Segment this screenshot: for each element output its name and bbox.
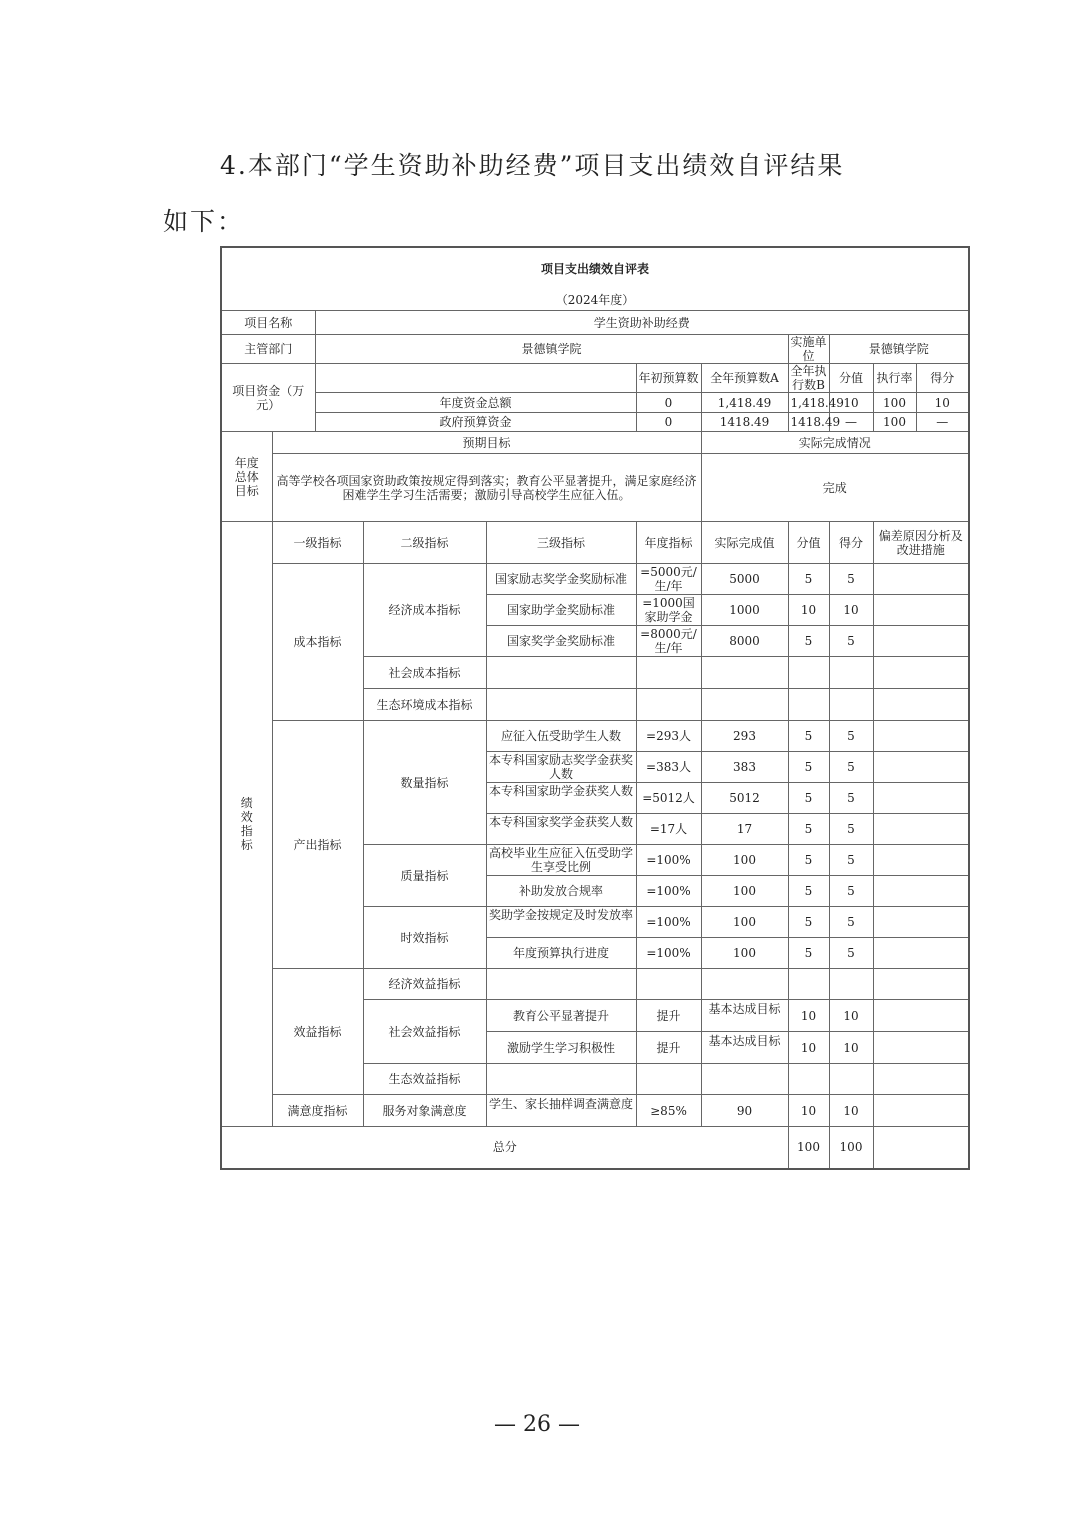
score: 5: [829, 845, 873, 876]
score: 5: [829, 783, 873, 814]
actual-value: 383: [701, 752, 788, 783]
header-actual: 实际完成值: [701, 522, 788, 564]
level3-name: 国家奖学金奖励标准: [486, 626, 636, 657]
actual-result-label: 实际完成情况: [701, 432, 969, 454]
level2-economic-cost: 经济成本指标: [363, 564, 486, 657]
actual-value: 17: [701, 814, 788, 845]
funds-row-gov-score: —: [916, 413, 969, 432]
level3-name: 教育公平显著提升: [486, 1000, 636, 1032]
level2-quality: 质量指标: [363, 845, 486, 907]
project-name-label: 项目名称: [221, 311, 315, 335]
score: 5: [829, 564, 873, 595]
level2-timeliness: 时效指标: [363, 907, 486, 969]
table-year: （2024年度）: [221, 290, 969, 311]
header-level1: 一级指标: [272, 522, 363, 564]
goal-label: 年度总体目标: [221, 432, 272, 522]
deviation-cell: [873, 1000, 969, 1032]
level2-quantity: 数量指标: [363, 721, 486, 845]
score-value: 10: [788, 1032, 829, 1064]
impl-value: 景德镇学院: [829, 335, 969, 364]
level3-name: 激励学生学习积极性: [486, 1032, 636, 1064]
score-value: 10: [788, 1095, 829, 1127]
header-level3: 三级指标: [486, 522, 636, 564]
score-value: 5: [788, 783, 829, 814]
target-value: =100%: [636, 845, 701, 876]
actual-value: 基本达成目标: [701, 1032, 788, 1064]
funds-row-gov-rate: 100: [873, 413, 916, 432]
level3-name: 奖助学金按规定及时发放率: [486, 907, 636, 938]
deviation-cell: [873, 1095, 969, 1127]
level1-benefit: 效益指标: [272, 969, 363, 1095]
deviation-cell: [873, 564, 969, 595]
funds-row-total-label: 年度资金总额: [315, 393, 636, 413]
funds-row-total-rate: 100: [873, 393, 916, 413]
level2-social-cost: 社会成本指标: [363, 657, 486, 689]
funds-row-total-initial: 0: [636, 393, 701, 413]
deviation-cell: [873, 721, 969, 752]
actual-value: 100: [701, 938, 788, 969]
target-value: 提升: [636, 1000, 701, 1032]
actual-value: 293: [701, 721, 788, 752]
score-value: 5: [788, 626, 829, 657]
actual-result: 完成: [701, 454, 969, 522]
target-value: =1000国家助学金: [636, 595, 701, 626]
deviation-cell: [873, 907, 969, 938]
actual-value: 5012: [701, 783, 788, 814]
target-value: =5000元/生/年: [636, 564, 701, 595]
actual-value: 8000: [701, 626, 788, 657]
intro-paragraph: [163, 138, 933, 250]
deviation-cell: [873, 876, 969, 907]
funds-header-score: 得分: [916, 364, 969, 393]
score: 10: [829, 1000, 873, 1032]
score-value: 10: [788, 595, 829, 626]
funds-row-gov-label: 政府预算资金: [315, 413, 636, 432]
funds-header-executed: 全年执行数B: [788, 364, 829, 393]
deviation-cell: [873, 595, 969, 626]
score: 5: [829, 626, 873, 657]
deviation-cell: [873, 626, 969, 657]
target-value: 提升: [636, 1032, 701, 1064]
score: 5: [829, 907, 873, 938]
score: 10: [829, 595, 873, 626]
funds-header-initial: 年初预算数: [636, 364, 701, 393]
score: 10: [829, 1095, 873, 1127]
page-number: — 26 —: [494, 1412, 580, 1437]
score-value: 5: [788, 845, 829, 876]
funds-header-score-value: 分值: [829, 364, 873, 393]
funds-header-rate: 执行率: [873, 364, 916, 393]
funds-row-total-budget: 1,418.49: [701, 393, 788, 413]
level3-name: 应征入伍受助学生人数: [486, 721, 636, 752]
target-value: ≥85%: [636, 1095, 701, 1127]
target-value: =383人: [636, 752, 701, 783]
actual-value: 5000: [701, 564, 788, 595]
total-score: 100: [829, 1127, 873, 1169]
score-value: 5: [788, 814, 829, 845]
score-value: 5: [788, 721, 829, 752]
total-label: 总分: [221, 1127, 788, 1169]
level1-cost: 成本指标: [272, 564, 363, 721]
funds-row-total-executed: 1,418.49: [788, 393, 829, 413]
level3-name: 本专科国家励志奖学金获奖人数: [486, 752, 636, 783]
expected-goal: 高等学校各项国家资助政策按规定得到落实；教育公平显著提升，满足家庭经济困难学生学习生活需要；激励引导高校学生应征入伍。: [272, 454, 701, 522]
indicator-section-label: 绩效指标: [221, 522, 272, 1127]
score-value: 10: [788, 1000, 829, 1032]
score: 5: [829, 814, 873, 845]
target-value: =8000元/生/年: [636, 626, 701, 657]
funds-label: 项目资金（万元）: [221, 364, 315, 432]
level2-eco-benefit: 生态效益指标: [363, 1064, 486, 1095]
target-value: =5012人: [636, 783, 701, 814]
level3-name: 学生、家长抽样调查满意度: [486, 1095, 636, 1127]
expected-goal-label: 预期目标: [272, 432, 701, 454]
deviation-cell: [873, 814, 969, 845]
deviation-cell: [873, 1032, 969, 1064]
actual-value: 100: [701, 907, 788, 938]
level3-name: 补助发放合规率: [486, 876, 636, 907]
score: 5: [829, 938, 873, 969]
level3-name: 本专科国家奖学金获奖人数: [486, 814, 636, 845]
deviation-cell: [873, 845, 969, 876]
score-value: 5: [788, 876, 829, 907]
total-value: 100: [788, 1127, 829, 1169]
target-value: =100%: [636, 876, 701, 907]
target-value: =293人: [636, 721, 701, 752]
funds-header-budget: 全年预算数A: [701, 364, 788, 393]
actual-value: 100: [701, 845, 788, 876]
funds-row-gov-score-value: —: [829, 413, 873, 432]
table-title: 项目支出绩效自评表: [221, 247, 969, 290]
funds-row-total-score-value: 10: [829, 393, 873, 413]
project-name: 学生资助补助经费: [315, 311, 969, 335]
score: 5: [829, 721, 873, 752]
funds-row-total-score: 10: [916, 393, 969, 413]
funds-row-gov-initial: 0: [636, 413, 701, 432]
level2-eco-cost: 生态环境成本指标: [363, 689, 486, 721]
header-score: 得分: [829, 522, 873, 564]
header-level2: 二级指标: [363, 522, 486, 564]
actual-value: 基本达成目标: [701, 1000, 788, 1032]
funds-row-gov-budget: 1418.49: [701, 413, 788, 432]
score: 5: [829, 876, 873, 907]
score-value: 5: [788, 938, 829, 969]
level2-social-benefit: 社会效益指标: [363, 1000, 486, 1064]
level3-name: 国家助学金奖励标准: [486, 595, 636, 626]
deviation-cell: [873, 783, 969, 814]
score-value: 5: [788, 907, 829, 938]
level1-satisfaction: 满意度指标: [272, 1095, 363, 1127]
header-score-value: 分值: [788, 522, 829, 564]
header-target: 年度指标: [636, 522, 701, 564]
actual-value: 90: [701, 1095, 788, 1127]
deviation-cell: [873, 752, 969, 783]
score: 5: [829, 752, 873, 783]
score-value: 5: [788, 752, 829, 783]
level3-name: 国家励志奖学金奖励标准: [486, 564, 636, 595]
level3-name: 高校毕业生应征入伍受助学生享受比例: [486, 845, 636, 876]
performance-table: [220, 246, 970, 1170]
header-deviation: 偏差原因分析及改进措施: [873, 522, 969, 564]
total-deviation: [873, 1127, 969, 1169]
actual-value: 100: [701, 876, 788, 907]
level1-output: 产出指标: [272, 721, 363, 969]
deviation-cell: [873, 938, 969, 969]
score: 10: [829, 1032, 873, 1064]
intro-line-1: 4.本部门“学生资助补助经费”项目支出绩效自评结果: [220, 151, 845, 180]
dept-label: 主管部门: [221, 335, 315, 364]
dept-value: 景德镇学院: [315, 335, 788, 364]
target-value: =100%: [636, 907, 701, 938]
target-value: =17人: [636, 814, 701, 845]
level3-name: 本专科国家助学金获奖人数: [486, 783, 636, 814]
target-value: =100%: [636, 938, 701, 969]
level3-name: 年度预算执行进度: [486, 938, 636, 969]
level2-economic-benefit: 经济效益指标: [363, 969, 486, 1000]
funds-row-gov-executed: 1418.49: [788, 413, 829, 432]
level2-service-satisfaction: 服务对象满意度: [363, 1095, 486, 1127]
impl-label: 实施单位: [788, 335, 829, 364]
score-value: 5: [788, 564, 829, 595]
intro-line-2: 如下：: [163, 207, 245, 236]
actual-value: 1000: [701, 595, 788, 626]
